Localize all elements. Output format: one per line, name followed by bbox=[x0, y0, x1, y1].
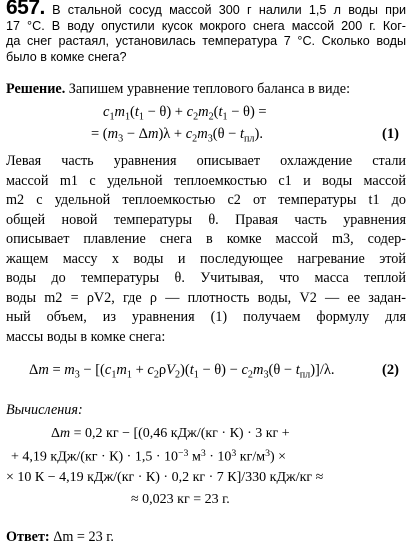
solution-label: Решение. bbox=[6, 81, 66, 97]
solution-intro-text: Запишем уравнение теплового баланса в виде: bbox=[68, 81, 351, 97]
equation-2-number: (2) bbox=[382, 362, 399, 378]
solution-intro bbox=[6, 80, 406, 100]
calc-line-3: × 10 К − 4,19 кДж/(кг · К) · 0,2 кг · 7 К]/330 кДж/кг ≈ bbox=[6, 470, 324, 485]
paragraph-line-4: общей новой температуры θ. Правая часть уравнения bbox=[6, 211, 406, 228]
problem-line-3: да снег растаял, установилась температура 7 °С. Сколько воды bbox=[6, 34, 406, 48]
calculations-label: Вычисления: bbox=[6, 402, 83, 418]
equation-2: $\Delta m = m_3 - [(c_1m_1 + c_2\rho V_2)(t_1 - \theta) - c_2m_3(\theta - t_{пл})]/\lambda$. bbox=[29, 362, 335, 381]
paragraph-line-3: m2 с удельной теплоемкостью c2 от температуры t1 до bbox=[6, 192, 406, 208]
answer bbox=[6, 528, 406, 548]
paragraph-line-9: ный объем, из уравнения (1) получаем формулу для bbox=[6, 309, 406, 325]
calc-line-2: + 4,19 $кДж/(кг \cdot К) \cdot 1,5 \cdot 10^{-3}$ $м^3 \cdot 10^3$ $кг/м^3$) × bbox=[11, 448, 287, 465]
paragraph-line-8: воды m2 = ρV2, где ρ — плотность воды, V2 — ее задан- bbox=[6, 289, 406, 306]
problem-line-4: было в комке снега? bbox=[6, 49, 127, 64]
equation-1-line-1: $c_1m_1(t_1 - \theta) + c_2m_2(t_1 - \theta)$ = bbox=[103, 104, 267, 123]
paragraph-line-1: Левая часть уравнения описывает охлаждение стали bbox=[6, 153, 406, 169]
problem-number: 657. bbox=[6, 0, 45, 19]
problem-line-2: 17 °С. В воду опустили кусок мокрого снега массой 200 г. Ког- bbox=[6, 18, 406, 33]
paragraph-line-10: массы воды в комке снега: bbox=[6, 328, 166, 345]
paragraph-line-6: жащем массу x воды и последующее нагревание этой bbox=[6, 250, 406, 267]
calc-line-4: ≈ 0,023 кг = 23 г. bbox=[131, 492, 230, 507]
problem-line-1: 657. В стальной сосуд массой 300 г налили 1,5 л воды при bbox=[6, 0, 406, 19]
paragraph-line-2: массой m1 с удельной теплоемкостью c1 и воды массой bbox=[6, 172, 406, 189]
equation-1-line-2: = $(m_3 - \Delta m)\lambda + c_2m_3(\theta - t_{пл})$. bbox=[91, 126, 263, 145]
answer-value: Δm = 23 г. bbox=[53, 529, 114, 545]
equation-1-number: (1) bbox=[382, 126, 399, 142]
answer-label: Ответ: bbox=[6, 529, 50, 545]
calc-line-1: Δm = 0,2 кг − [(0,46 кДж/(кг · К) · 3 кг + bbox=[51, 426, 290, 441]
problem-statement bbox=[6, 0, 406, 65]
solution-paragraph bbox=[6, 152, 406, 347]
paragraph-line-7: воды до температуры θ. Учитывая, что масса теплой bbox=[6, 270, 406, 286]
paragraph-line-5: описывает плавление снега в комке массой m3, содер- bbox=[6, 231, 406, 247]
